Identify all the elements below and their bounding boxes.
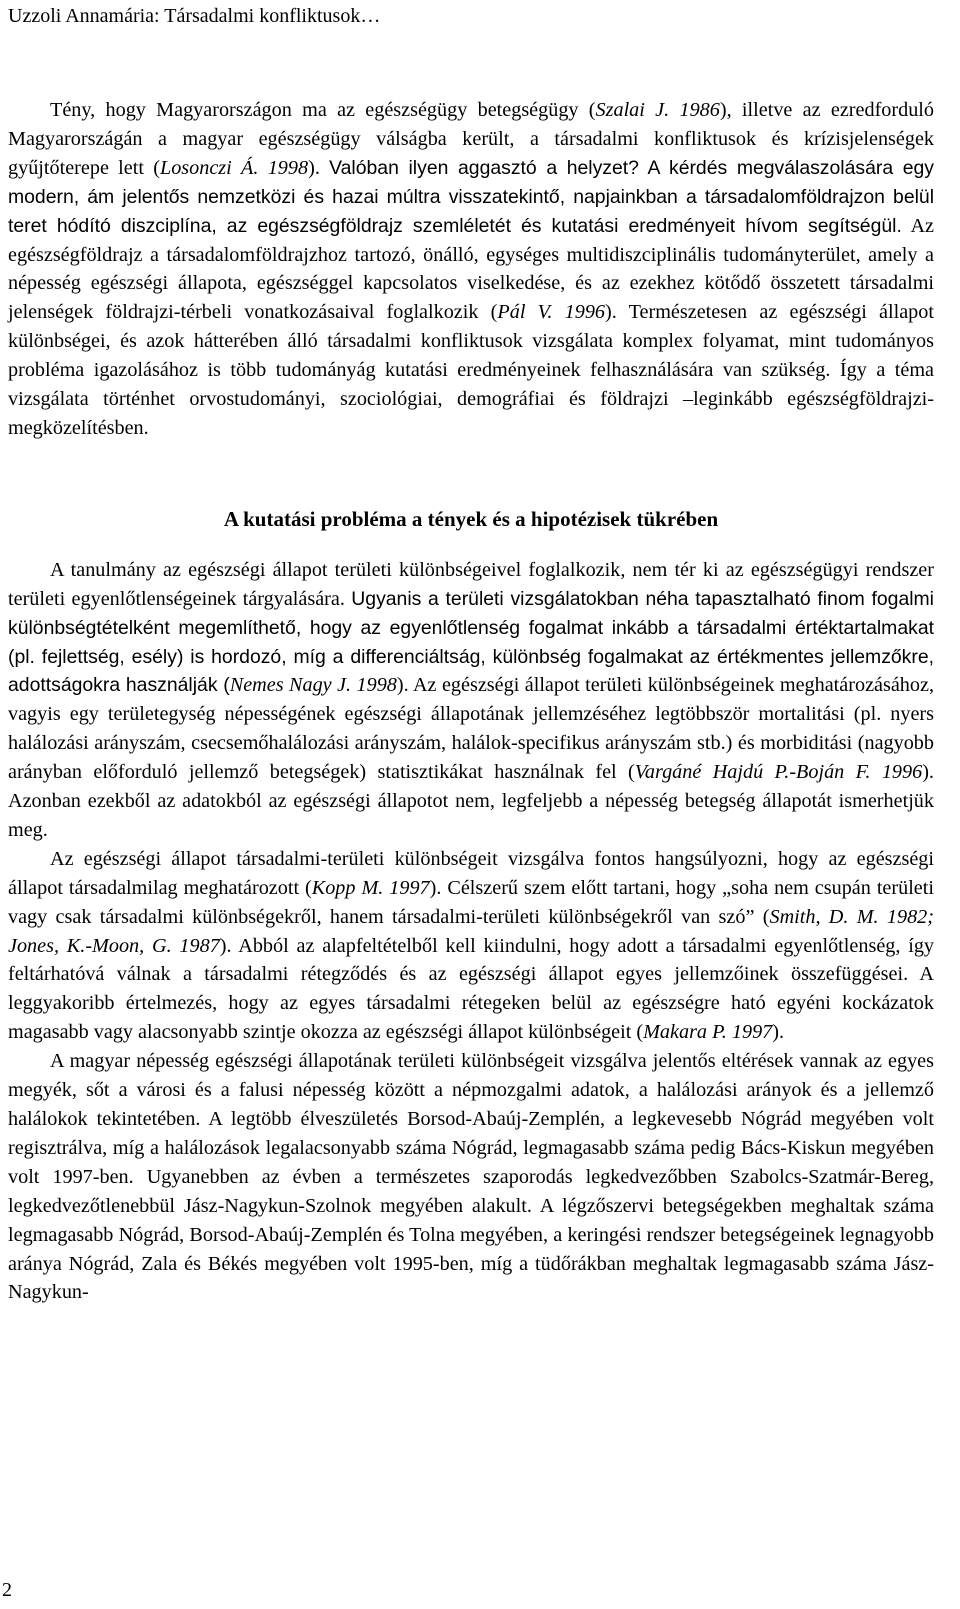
text-run: A tanulmány az egészségi állapot területi különbségeivel foglalkozik, nem tér ki az egészségügyi rendszer területi egyenlőtlenségeinek tárgyalására.: [8, 558, 934, 610]
paragraph: [8, 96, 934, 443]
text-run: ). Célszerű szem előtt tartani, hogy „soha nem csupán területi vagy csak társadalmi különbségekről, hanem társadalmi-területi különbségekről van szó” (: [8, 876, 934, 928]
page-number: 2: [2, 1579, 12, 1601]
text-run: ). Az egészségi állapot területi különbségeinek meghatározásához, vagyis egy területegység népességének egészségi állapotának jellemzéséhez legtöbbször mortalitási (pl. nyers halálozási arányszám, csecsemőhalálozási arányszám, halálok-specifikus arányszám stb.) és morbiditási (nagyobb arányban előforduló jellemző betegségek) statisztikákat használnak fel (: [8, 674, 934, 784]
citation: Szalai J. 1986: [595, 99, 720, 121]
paragraph: [8, 845, 934, 1047]
text-run: Az egészségi állapot társadalmi-területi különbségeit vizsgálva fontos hangsúlyozni, hogy az egészségi állapot társadalmilag meghatározott (: [8, 847, 934, 899]
text-run: ).: [308, 156, 330, 179]
paragraph: [8, 1047, 934, 1307]
text-run: Az egészségföldrajz a társadalomföldrajzhoz tartozó, önálló, egységes multidiszciplinális tudományterület, amely a népesség egészségi állapota, egészséggel kapcsolatos viselkedése, és az ezekhez kötődő összetett társadalmi jelenségek földrajzi-térbeli vonatkozásaival foglalkozik (: [8, 214, 934, 324]
text-run: ), illetve az ezredforduló Magyarországán a magyar egészségügy válságba került, a társadalmi konfliktusok és krízisjelenségek gyűjtőterepe lett (: [8, 99, 934, 179]
text-run: A magyar népesség egészségi állapotának területi különbségeit vizsgálva jelentős eltérések vannak az egyes megyék, sőt a városi és a falusi népesség között a népmozgalmi adatok, a halálozási arányok és a jellemző halálokok tekintetében. A legtöbb élveszületés Borsod-Abaúj-Zemplén, a legkevesebb Nógrád megyében volt regisztrálva, míg a halálozások legalacsonyabb száma Nógrád, legmagasabb száma pedig Bács-Kiskun megyében volt 1997-ben. Ugyanebben az évben a természetes szaporodás legkedvezőbben Szabolcs-Szatmár-Bereg, legkedvezőtlenebbül Jász-Nagykun-Szolnok megyében alakult. A légzőszervi betegségekben meghaltak száma legmagasabb Nógrád, Borsod-Abaúj-Zemplén és Tolna megyében, a keringési rendszer betegségeinek legnagyobb aránya Nógrád, Zala és Békés megyében volt 1995-ben, míg a tüdőrákban meghaltak legmagasabb száma Jász-Nagykun-: [8, 1050, 934, 1304]
text-run: ).: [772, 1021, 785, 1044]
citation: Losonczi Á. 1998: [159, 156, 309, 179]
text-run: ). Azonban ezekből az adatokból az egészségi állapotot nem, legfeljebb a népesség betegség állapotát ismerhetjük meg.: [8, 761, 934, 841]
section-intro: [8, 96, 934, 443]
text-run: ). Természetesen az egészségi állapot különbségei, és azok hátterében álló társadalmi konfliktusok vizsgálata komplex folyamat, mint tudományos probléma igazolásához is több tudományág kutatási eredményeinek felhasználására van szükség. Így a téma vizsgálata történhet orvostudományi, szociológiai, demográfiai és földrajzi –leginkább egészségföldrajzi- megközelítésben.: [8, 301, 934, 439]
text-run: Ugyanis a területi vizsgálatokban néha tapasztalható finom fogalmi különbségtételként megemlíthető, hogy az egyenlőtlenség fogalmat inkább a társadalmi értéktartalmakat (pl. fejlettség, esély) is hordozó, míg a differenciáltság, különbség fogalmakat az értékmentes jellemzőkre, adottságokra használják (: [8, 587, 934, 697]
citation: Nemes Nagy J. 1998: [229, 674, 397, 697]
text-run: Tény, hogy Magyarországon ma az egészségügy betegségügy (: [50, 99, 596, 121]
paragraph: [8, 556, 934, 845]
citation: Vargáné Hajdú P.-Boján F. 1996: [634, 761, 923, 784]
citation: Smith, D. M. 1982; Jones, K.-Moon, G. 1987: [8, 905, 935, 957]
citation: Makara P. 1997: [643, 1021, 773, 1044]
text-run: Valóban ilyen aggasztó a helyzet? A kérdés megválaszolására egy modern, ám jelentős nemzetközi és hazai múltra visszatekintő, napjainkban a társadalomföldrajzon belül teret hódító diszciplína, az egészségföldrajz szemléletét és kutatási eredményeit hívom segítségül.: [8, 156, 934, 237]
section-heading: A kutatási probléma a tények és a hipotézisek tükrében: [223, 506, 719, 531]
citation: Kopp M. 1997: [311, 876, 430, 899]
running-header: Uzzoli Annamária: Társadalmi konfliktusok…: [8, 5, 381, 27]
section-research-problem: [8, 556, 934, 1308]
citation: Pál V. 1996: [497, 301, 606, 324]
document-body: [8, 96, 934, 1307]
text-run: ). Abból az alapfeltételből kell kiindulni, hogy adott a társadalmi egyenlőtlenség, így feltárhatóvá válnak a társadalmi rétegződés és az egészségi állapot egyes jellemzőinek összefüggései. A leggyakoribb értelmezés, hogy az egyes társadalmi rétegeken belül az egészségre ható egyéni kockázatok magasabb vagy alacsonyabb szintje okozza az egészségi állapot különbségeit (: [8, 934, 935, 1044]
